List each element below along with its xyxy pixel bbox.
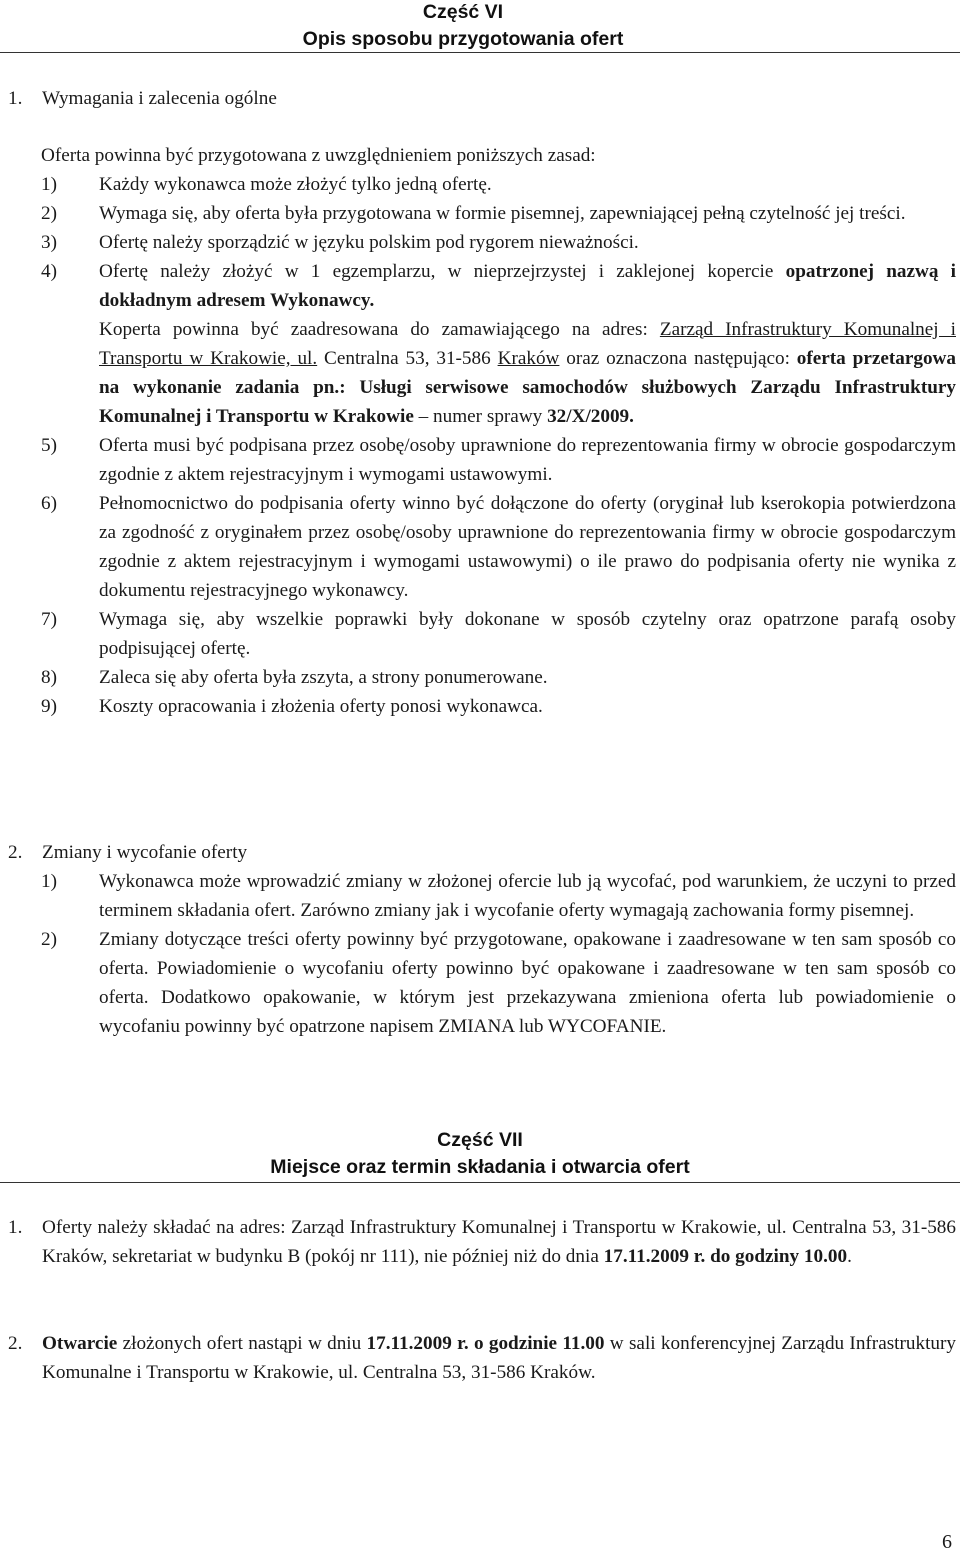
section-1-body bbox=[0, 141, 960, 721]
list-item-number: 2. bbox=[8, 1333, 23, 1354]
list-item-text: Każdy wykonawca może złożyć tylko jedną ofertę. bbox=[99, 174, 492, 195]
opening-date: 17.11.2009 r. o godzinie 11.00 bbox=[366, 1333, 605, 1354]
list-item-text: Wykonawca może wprowadzić zmiany w złożonej ofercie lub ją wycofać, pod warunkiem, że uczyni to przed terminem składania ofert. Zarówno zmiany jak i wycofanie oferty wymagają zachowania formy pisemnej. bbox=[99, 871, 956, 921]
section-2-number: 2. bbox=[8, 842, 23, 863]
list-item bbox=[41, 925, 956, 1041]
case-number: 32/X/2009. bbox=[547, 406, 634, 427]
list-item-number: 5) bbox=[41, 435, 57, 456]
list-item bbox=[8, 1329, 956, 1387]
part6-header bbox=[256, 0, 670, 53]
list-item bbox=[41, 257, 956, 431]
part6-title: Część VI bbox=[422, 1, 504, 23]
tender-name: oferta przetargowa na wykonanie zadania pn.: Usługi serwisowe samochodów służbowych Zarządu Infrastruktury Komunalnej i Transportu w Krakowie bbox=[99, 348, 957, 427]
list-item-number: 2) bbox=[41, 929, 57, 950]
list-item bbox=[41, 170, 956, 199]
list-item-text: Wymaga się, aby oferta była przygotowana w formie pisemnej, zapewniającej pełną czytelność jej treści. bbox=[99, 203, 906, 224]
list-item bbox=[8, 1213, 956, 1271]
page-number: 6 bbox=[942, 1531, 952, 1553]
address-intro: Koperta powinna być zaadresowana do zamawiającego na adres: bbox=[99, 319, 660, 340]
part6-rule bbox=[0, 52, 960, 53]
list-item-text bbox=[42, 1213, 956, 1271]
section-1-title: Wymagania i zalecenia ogólne bbox=[42, 88, 277, 109]
section-2 bbox=[0, 838, 960, 867]
list-item-number: 9) bbox=[41, 696, 57, 717]
list-item-text: Zmiany dotyczące treści oferty powinny być przygotowane, opakowane i zaadresowane w ten sam sposób co oferta. Powiadomienie o wycofaniu oferty powinno być opakowane i zaadresowane w ten sam sposób co oferta. Dodatkowo opakowanie, w którym jest przekazywana zmieniona oferta lub powiadomienie o wycofaniu powinny być opatrzone napisem ZMIANA lub WYCOFANIE. bbox=[99, 929, 956, 1037]
list-item-number: 6) bbox=[41, 493, 57, 514]
list-item-text bbox=[99, 257, 956, 431]
opening-location-text: w sali konferencyjnej Zarządu Infrastruktury Komunalne i Transportu w Krakowie, ul. Centralna 53, 31-586 Kraków. bbox=[42, 1333, 956, 1383]
part7-title: Część VII bbox=[437, 1129, 523, 1151]
list-item-text: Oferta musi być podpisana przez osobę/osoby uprawnione do reprezentowania firmy w obrocie gospodarczym zgodnie z aktem rejestracyjnym i wymogami ustawowymi. bbox=[99, 435, 956, 485]
list-item-number: 1) bbox=[41, 174, 57, 195]
envelope-address-paragraph bbox=[99, 315, 956, 431]
envelope-text: Ofertę należy złożyć w 1 egzemplarzu, w nieprzejrzystej i zaklejonej kopercie bbox=[99, 261, 774, 282]
list-item-number: 1) bbox=[41, 871, 57, 892]
list-item-number: 4) bbox=[41, 261, 57, 282]
list-item-text: Pełnomocnictwo do podpisania oferty winno być dołączone do oferty (oryginał lub kserokopia potwierdzona za zgodność z oryginałem przez osobę/osoby uprawnione do reprezentowania firmy w obrocie gospodarczym zgodnie z aktem rejestracyjnym i wymogami ustawowymi) o ile prawo do podpisania oferty nie wynika z dokumentu rejestracyjnego wykonawcy. bbox=[99, 493, 956, 601]
list-item-number: 1. bbox=[8, 1217, 23, 1238]
case-number-label: – numer sprawy bbox=[413, 406, 548, 427]
list-item bbox=[41, 431, 956, 489]
part7-header bbox=[0, 1127, 960, 1181]
list-item bbox=[41, 199, 956, 228]
opening-text: złożonych ofert nastąpi w dniu bbox=[117, 1333, 367, 1354]
list-item-text bbox=[42, 1329, 956, 1387]
list-item bbox=[41, 692, 956, 721]
section-1 bbox=[0, 84, 960, 113]
list-item-number: 7) bbox=[41, 609, 57, 630]
section-2-title: Zmiany i wycofanie oferty bbox=[42, 842, 248, 863]
submission-end: . bbox=[847, 1246, 852, 1267]
part6-subtitle: Opis sposobu przygotowania ofert bbox=[302, 28, 624, 50]
part7-point-2 bbox=[0, 1329, 960, 1387]
list-item-text: Zaleca się aby oferta była zszyta, a strony ponumerowane. bbox=[99, 667, 548, 688]
list-item bbox=[41, 663, 956, 692]
address-underlined-2: Kraków bbox=[497, 348, 560, 369]
list-item bbox=[41, 489, 956, 605]
list-item-text: Ofertę należy sporządzić w języku polskim pod rygorem nieważności. bbox=[99, 232, 639, 253]
list-item bbox=[41, 228, 956, 257]
list-item bbox=[41, 867, 956, 925]
part7-subtitle: Miejsce oraz termin składania i otwarcia ofert bbox=[270, 1156, 690, 1178]
list-item-text: Wymaga się, aby wszelkie poprawki były dokonane w sposób czytelny oraz opatrzone parafą osoby podpisującej ofertę. bbox=[99, 609, 956, 659]
address-underlined-1: Zarząd Infrastruktury Komunalnej i Transportu w Krakowie, ul. bbox=[99, 319, 956, 369]
list-item-number: 8) bbox=[41, 667, 57, 688]
section-2-heading bbox=[0, 838, 960, 867]
address-marking-intro: oraz oznaczona następująco: bbox=[559, 348, 797, 369]
address-street: Centralna 53, 31-586 bbox=[317, 348, 498, 369]
envelope-label-text: opatrzonej nazwą i dokładnym adresem Wykonawcy. bbox=[99, 261, 957, 311]
part7-rule bbox=[0, 1182, 960, 1183]
section-1-heading bbox=[0, 84, 960, 113]
section-2-body bbox=[0, 867, 960, 1041]
part7-point-1 bbox=[0, 1213, 960, 1271]
submission-address-text: Oferty należy składać na adres: Zarząd Infrastruktury Komunalnej i Transportu w Krakowie, ul. Centralna 53, 31-586 Kraków, sekretariat w budynku B (pokój nr 111), nie później niż do dnia bbox=[42, 1217, 956, 1267]
list-item-text: Koszty opracowania i złożenia oferty ponosi wykonawca. bbox=[99, 696, 543, 717]
opening-label: Otwarcie bbox=[42, 1333, 118, 1354]
list-item bbox=[41, 605, 956, 663]
section-1-number: 1. bbox=[8, 88, 23, 109]
list-item-number: 3) bbox=[41, 232, 57, 253]
submission-deadline: 17.11.2009 r. do godziny 10.00 bbox=[603, 1246, 848, 1267]
section-1-intro: Oferta powinna być przygotowana z uwzględnieniem poniższych zasad: bbox=[41, 145, 596, 166]
list-item-number: 2) bbox=[41, 203, 57, 224]
